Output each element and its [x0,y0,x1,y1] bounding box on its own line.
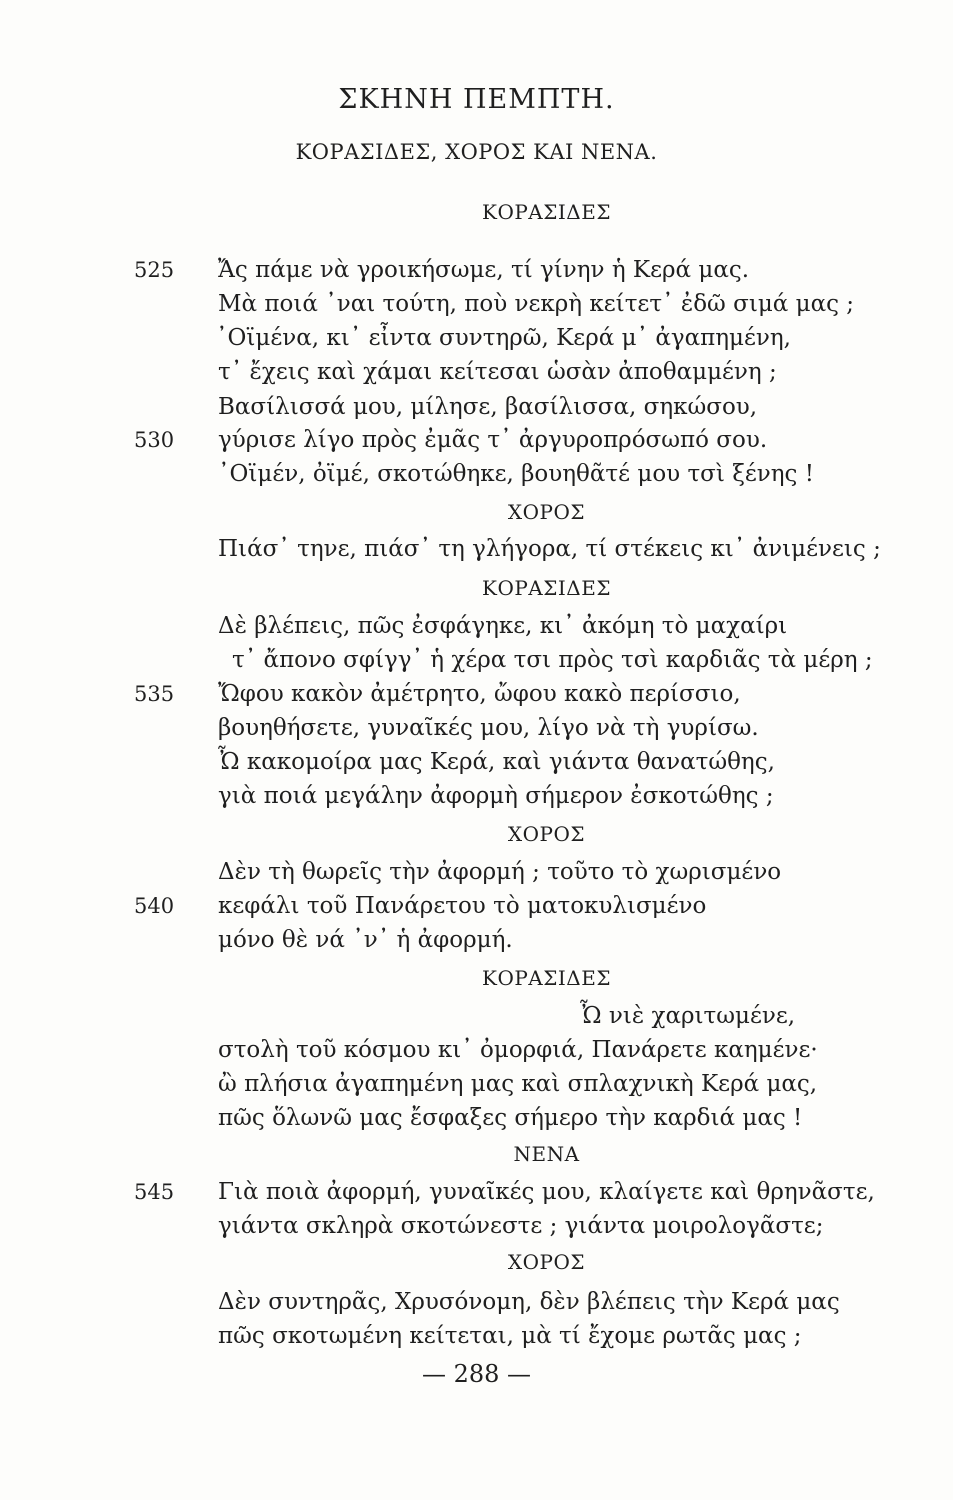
verse-line: Δὲν τὴ θωρεῖς τὴν ἀφορμή ; τοῦτο τὸ χωρισμένο [218,859,782,885]
line-number: 535 [134,682,175,706]
verse-line: κεφάλι τοῦ Πανάρετου τὸ ματοκυλισμένο [218,893,707,919]
verse-line: τ᾿ ἄπονο σφίγγ᾿ ἡ χέρα τσι πρὸς τσὶ καρδιᾶς τὰ μέρη ; [232,647,873,673]
verse-line: τ᾿ ἔχεις καὶ χάμαι κείτεσαι ὡσὰν ἀποθαμμένη ; [218,359,777,385]
verse-line: Γιὰ ποιὰ ἀφορμή, γυναῖκές μου, κλαίγετε καὶ θρηνᾶστε, [218,1179,875,1205]
verse-line: γιὰ ποιά μεγάλην ἀφορμὴ σήμερον ἐσκοτώθης ; [218,783,774,809]
line-number: 530 [134,428,175,452]
verse-line: ᾿Οϊμέν, ὀϊμέ, σκοτώθηκε, βουηθᾶτέ μου τσὶ ξένης ! [218,461,814,487]
page-number: — 288 — [421,1360,532,1388]
verse-line: Ὦ κακομοίρα μας Κερά, καὶ γιάντα θανατώθης, [218,749,775,775]
verse-line: στολὴ τοῦ κόσμου κι᾿ ὀμορφιά, Πανάρετε καημένε· [218,1037,818,1063]
verse-line: Μὰ ποιά ᾿ναι τούτη, ποὺ νεκρὴ κείτετ᾿ ἐδῶ σιμά μας ; [218,291,855,317]
verse-line: γύρισε λίγο πρὸς ἐμᾶς τ᾿ ἀργυροπρόσωπό σου. [218,427,768,453]
verse-line: πῶς ὅλωνῶ μας ἔσφαξες σήμερο τὴν καρδιά μας ! [218,1105,803,1131]
line-number: 545 [134,1180,175,1204]
verse-line: Βασίλισσά μου, μίλησε, βασίλισσα, σηκώσου, [218,394,758,420]
verse-line: Ὦ νιὲ χαριτωμένε, [580,1003,796,1029]
speaker-heading: ΧΟΡΟΣ [507,1250,586,1274]
verse-line: Δὲ βλέπεις, πῶς ἐσφάγηκε, κι᾿ ἀκόμη τὸ μαχαίρι [218,613,788,639]
speaker-heading: ΚΟΡΑΣΙΔΕΣ [482,200,611,224]
verse-line: πῶς σκοτωμένη κείτεται, μὰ τί ἔχομε ρωτᾶς μας ; [218,1323,802,1349]
speaker-heading: ΝΕΝΑ [513,1142,580,1166]
verse-line: μόνο θὲ νά ᾿ν᾿ ἡ ἀφορμή. [218,927,513,953]
verse-line: ᾿Οϊμένα, κι᾿ εἶντα συντηρῶ, Κερά μ᾿ ἀγαπημένη, [216,325,791,351]
verse-line: Ὤφου κακὸν ἀμέτρητο, ὤφου κακὸ περίσσιο, [218,681,741,707]
line-number: 540 [134,894,175,918]
verse-line: Πιάσ᾿ τηνε, πιάσ᾿ τη γλήγορα, τί στέκεις κι᾿ ἀνιμένεις ; [218,536,881,562]
line-number: 525 [134,258,175,282]
speaker-heading: ΧΟΡΟΣ [507,500,586,524]
verse-line: Δὲν συντηρᾶς, Χρυσόνομη, δὲν βλέπεις τὴν Κερά μας [218,1289,840,1315]
verse-line: ὢ πλήσια ἀγαπημένη μας καὶ σπλαχνικὴ Κερά μας, [218,1071,818,1097]
verse-line: Ἄς πάμε νὰ γροικήσωμε, τί γίνην ἡ Κερά μας. [218,257,750,283]
speaker-heading: ΧΟΡΟΣ [507,822,586,846]
verse-line: βουηθήσετε, γυναῖκές μου, λίγο νὰ τὴ γυρίσω. [218,715,759,741]
scene-title: ΣΚΗΝΗ ΠΕΜΠΤΗ. [338,84,615,115]
speaker-heading: ΚΟΡΑΣΙΔΕΣ [482,966,611,990]
speaker-heading: ΚΟΡΑΣΙΔΕΣ [482,576,611,600]
verse-line: γιάντα σκληρὰ σκοτώνεστε ; γιάντα μοιρολογᾶστε; [218,1213,824,1239]
scene-characters: ΚΟΡΑΣΙΔΕΣ, ΧΟΡΟΣ ΚΑΙ ΝΕΝΑ. [295,140,658,164]
